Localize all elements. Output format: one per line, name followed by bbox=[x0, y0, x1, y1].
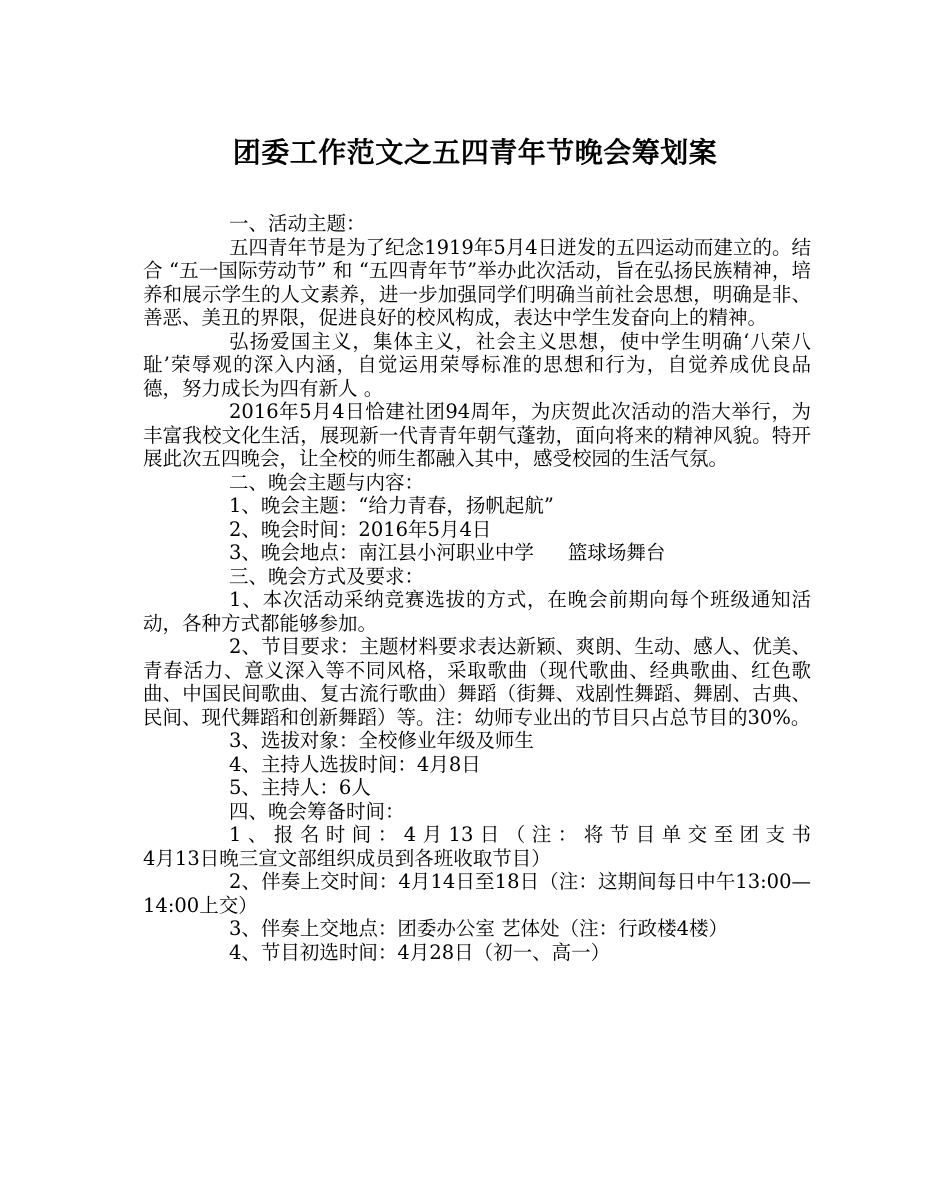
paragraph-purpose: 五四青年节是为了纪念1919年5月4日迸发的五四运动而建立的。结合 “五一国际劳动节” 和 “五四青年节”举办此次活动，旨在弘扬民族精神，培养和展示学生的人文素养，进一步加强同学们明确当前社会思想，明确是非、善恶、美丑的界限，促进良好的校风构成，表达中学生发奋向上的精神。 bbox=[143, 235, 811, 329]
document-body bbox=[143, 212, 811, 964]
paragraph-spirit: 弘扬爱国主义，集体主义，社会主义思想，使中学生明确‘八荣八耻’荣辱观的深入内涵，自觉运用荣辱标准的思想和行为，自觉养成优良品德，努力成长为四有新人 。 bbox=[143, 329, 811, 400]
section-heading-theme: 一、活动主题： bbox=[229, 212, 366, 235]
list-item-host-selection: 4、主持人选拔时间：4月8日 bbox=[229, 752, 481, 776]
list-item-participants: 3、选拔对象：全校修业年级及师生 bbox=[229, 729, 534, 752]
document-title: 团委工作范文之五四青年节晚会筹划案 bbox=[232, 136, 718, 169]
list-item-preliminary: 4、节目初选时间：4月28日（初一、高一） bbox=[229, 940, 611, 964]
list-item-accompaniment-place: 3、伴奏上交地点：团委办公室 艺体处（注：行政楼4楼） bbox=[229, 917, 729, 940]
list-item-registration-cont: 4月13日晚三宣文部组织成员到各班收取节目） bbox=[143, 846, 551, 870]
venue-school: 3、晚会地点：南江县小河职业中学 bbox=[229, 541, 534, 564]
venue-stage: 篮球场舞台 bbox=[567, 541, 666, 564]
list-item-registration: 1、报名时间：4月13日（注：将节目单交至团支书 bbox=[229, 823, 811, 846]
paragraph-anniversary: 2016年5月4日恰建社团94周年，为庆贺此次活动的浩大举行，为丰富我校文化生活，展现新一代青青年朝气蓬勃，面向将来的精神风貌。特开展此次五四晚会，让全校的师生都融入其中，感受校园的生活气氛。 bbox=[143, 400, 811, 470]
section-heading-content: 二、晚会主题与内容： bbox=[229, 470, 425, 494]
list-item-selection: 1、本次活动采纳竞赛选拔的方式，在晚会前期向每个班级通知活动，各种方式都能够参加。 bbox=[143, 588, 811, 635]
list-item-time: 2、晚会时间：2016年5月4日 bbox=[229, 517, 492, 541]
list-item-venue bbox=[143, 541, 811, 565]
list-item-theme: 1、晚会主题：“给力青春，扬帆起航” bbox=[229, 494, 554, 517]
list-item-requirements: 2、节目要求：主题材料要求表达新颖、爽朗、生动、感人、优美、青春活力、意义深入等不同风格，采取歌曲（现代歌曲、经典歌曲、红色歌曲、中国民间歌曲、复古流行歌曲）舞蹈（街舞、戏剧性舞蹈、舞剧、古典、民间、现代舞蹈和创新舞蹈）等。注：幼师专业出的节目只占总节目的30%。 bbox=[143, 635, 811, 729]
list-item-accompaniment-time: 2、伴奏上交时间：4月14日至18日（注：这期间每日中午13:00—14:00上交） bbox=[143, 870, 811, 917]
list-item-hosts: 5、主持人：6人 bbox=[229, 776, 371, 799]
section-heading-format: 三、晚会方式及要求： bbox=[229, 564, 425, 588]
section-heading-schedule: 四、晚会筹备时间： bbox=[229, 799, 405, 823]
